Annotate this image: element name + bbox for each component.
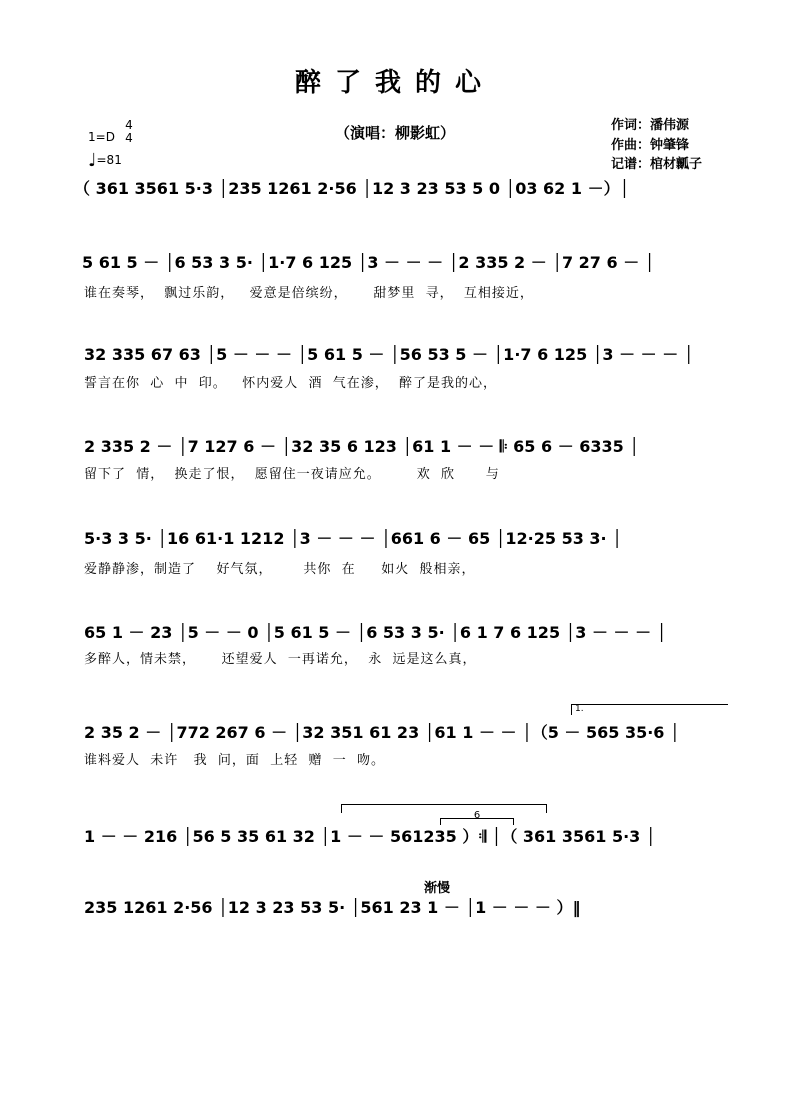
transcriber-credit: 记谱：棺材瓤子 [611,157,703,172]
lyrics-line-2 [0,285,790,303]
notes-line-8: 1 － － 216 │56 5 35 61 32 │1 － － 561235 ）𝄇 │（ 361 3561 5·3 │ [84,827,656,846]
time-signature-bottom: 4 [125,131,133,145]
time-signature [122,119,136,145]
lyrics-text-5: 爱静静渗，制造了 好气氛， 共你 在 如火 般相亲， [84,562,476,577]
score-line-4 [0,432,790,462]
notes-line-3: 32 335 67 63 │5 － － － │5 61 5 － │56 53 5 － │1·7 6 125 │3 － － － │ [84,345,694,364]
score-line-8 [0,822,790,852]
gradually-slower-marking: 渐慢 [424,881,451,896]
notes-line-1: （ 361 3561 5·3 │235 1261 2·56 │12 3 23 53 5 0 │03 62 1 －）│ [74,179,630,198]
lyrics-line-5 [0,561,790,579]
lyrics-text-2: 谁在奏琴， 飘过乐韵， 爱意是倍缤纷， 甜梦里 寻， 互相接近， [84,286,534,301]
second-ending-bracket [341,804,547,813]
notes-line-2: 5 61 5 － │6 53 3 5· │1·7 6 125 │3 － － － │2 335 2 － │7 27 6 － │ [82,253,655,272]
lyrics-text-3: 誓言在你 心 中 印。 怀内爱人 酒 气在渗， 醉了是我的心， [84,376,497,391]
singer-credit: （演唱：柳影虹） [334,124,455,142]
score-line-7 [0,718,790,748]
time-signature-top: 4 [125,118,133,132]
notes-line-7: 2 35 2 － │772 267 6 － │32 351 61 23 │61 1 － － │（5 － 565 35·6 │ [84,723,680,742]
notes-line-9: 235 1261 2·56 │12 3 23 53 5· │561 23 1 － │1 － － － ）‖ [84,898,581,917]
score-line-9 [0,893,790,923]
composer-credit: 作曲：钟肇锋 [611,138,690,153]
lyrics-text-4: 留下了 情， 换走了恨， 愿留住一夜请应允。 欢 欣 与 [84,467,500,482]
tempo-marking [88,150,122,171]
notes-line-6: 65 1 － 23 │5 － － 0 │5 61 5 － │6 53 3 5· │6 1 7 6 125 │3 － － － │ [84,623,667,642]
tempo-value: =81 [96,153,122,167]
page-title: 醉了我的心 [294,68,495,98]
score-line-6 [0,618,790,648]
tuplet-label: 6 [473,810,481,821]
score-line-3 [0,340,790,370]
lyrics-line-6 [0,651,790,669]
notes-line-4: 2 335 2 － │7 127 6 － │32 35 6 123 │61 1 － － 𝄆 65 6 － 6335 │ [84,437,640,456]
lyrics-line-4 [0,466,790,484]
lyrics-text-6: 多醉人，情未禁， 还望爱人 一再诺允， 永 远是这么真， [84,652,477,667]
quarter-note-icon: ♩ [88,150,97,171]
lyrics-line-7 [0,752,790,770]
volta-first-ending [571,704,728,715]
lyricist-credit: 作词：潘伟源 [611,118,690,133]
key-signature: 1=D [88,130,115,144]
score-line-5 [0,524,790,554]
lyrics-text-7: 谁料爱人 未许 我 问，面 上轻 赠 一 吻。 [84,753,385,768]
notes-line-5: 5·3 3 5· │16 61·1 1212 │3 － － － │661 6 － 65 │12·25 53 3· │ [84,529,622,548]
score-line-2 [0,248,790,278]
lyrics-line-3 [0,375,790,393]
volta-label: 1. [575,704,584,714]
score-line-1 [0,174,790,204]
